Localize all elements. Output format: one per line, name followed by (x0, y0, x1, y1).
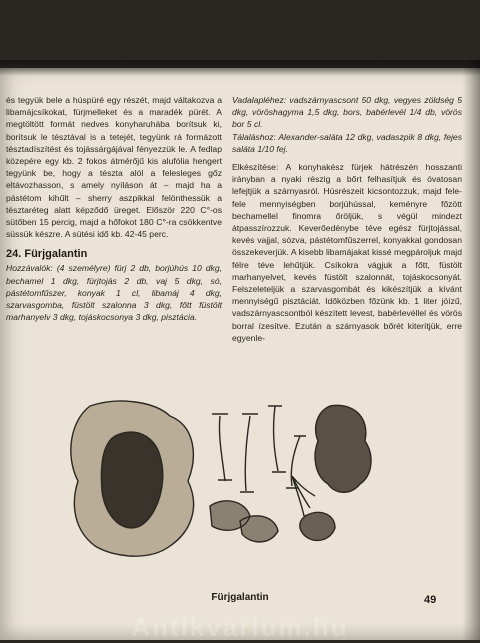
bone-2 (240, 414, 258, 492)
vadalap-paragraph: Vadalapléhez: vadszárnyascsont 50 dkg, vegyes zöldség 5 dkg, vöröshagyma 1,5 dkg, bors, babérlevél 1/4 db, vörös bor 5 cl. (232, 95, 462, 130)
bone-1 (212, 414, 232, 481)
recipe-title: 24. Fürjgalantin (6, 248, 88, 261)
intro-paragraph: és tegyük bele a húspüré egy részét, majd váltakozva a libamájcsíkokat, fürjmelleket és a maradék pürét. A megtöltött formát nedves konyharuhába borítsuk ki, borítsuk le tésztával is a tetejét, tegyünk rá formázott tésztadíszítést és tojássárgájával fényezzük le. A fedlap közepére egy kb. 2 fokos átmérőjű kis alufólia hengert tegyünk be, hogy a tészta alól a felesleges gőz eltávozhasson, s amely nyíláson át – majd ha a pástétom kihűlt – sherry aszpikkal felönthessük a tésztaréteg alatt képződő üreget. Először 220 C°-os sütőben 15 percig, majd a hőfokot 180 C°-ra csökkentve süssük készre. A sütési idő kb. 42-45 perc. (6, 95, 222, 240)
page-right-shadow (462, 60, 480, 640)
left-column (6, 94, 222, 323)
quail-illustration (60, 396, 390, 566)
bone-3 (268, 406, 286, 472)
ingredients-paragraph: Hozzávalók: (4 személyre) fürj 2 db, borjúhús 10 dkg, bechamel 1 dkg, fürjtojás 2 db, vaj 5 dkg, só, pástétomfűszer, konyak 1 cl, libamáj 4 dkg, szarvasgomba, füstölt szalonna 3 dkg, főtt füstölt marhanyelv 3 dkg, tojáskocsonya 3 dkg, pisztácia. (6, 263, 222, 323)
roasted-quail (315, 405, 371, 492)
page-top-shadow (0, 60, 480, 76)
page-number: 49 (424, 594, 437, 606)
right-column (232, 94, 462, 344)
wing-pieces (210, 501, 278, 542)
small-piece (300, 512, 335, 540)
quail-leg (292, 476, 315, 516)
watermark-text: Antikvarium.hu (131, 612, 349, 642)
talalas-paragraph: Tálaláshoz: Alexander-saláta 12 dkg, vadaszpik 8 dkg, fejes saláta 1/10 fej. (232, 131, 462, 154)
illustration-caption: Fürjgalantin (211, 592, 269, 603)
method-paragraph: Elkészítése: A konyhakész fürjek hátrészén hosszanti irányban a nyaki részig a bőrt felhasítjuk és óvatosan lefejtjük a szárnyasról. Húsrészeit kicsontozzuk, majd fele-fele mennyiségben borjúhússal, keményre főzött bechamellel finomra őröljük, s végül mindezt átpasszírozzuk. Keverőedénybe téve egész fürjtojással, kevés vajjal, sózva, pástétomfűszerrel, konyakkal gondosan összekeverjük. A kisebb libamájakat kissé megpároljuk majd félre téve lehűtjük. Csíkokra vágjuk a főtt, füstölt marhanyelvet, kevés füstölt szalonnát, tojáskocsonyát. Felszeleteljük a szarvasgombát és kikészítjük a kívánt mennyiségű pisztáciát. Időközben főzünk kb. 1 liter jóízű, vadszárnyascsontból készített levest, babérlevéllel és vörös borral ízesítve. Ezután a szárnyasok bőrét kiterítjük, erre egyenle- (232, 162, 462, 343)
